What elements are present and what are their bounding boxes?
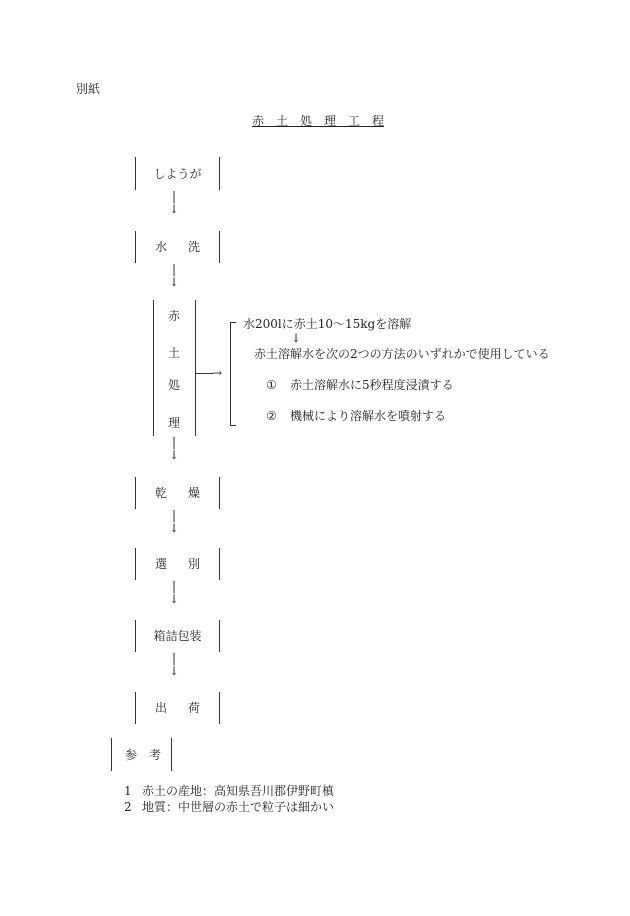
step-label: 選 (155, 557, 168, 571)
reference-title: 参 考 (125, 748, 162, 762)
reference-item: 赤土の産地：高知県吾川郡伊野町槙 (142, 784, 335, 798)
flow-arrow: | ↓ (168, 189, 180, 216)
step-label: 出 (155, 701, 168, 715)
detail-line: 水200lに赤土10～15kgを溶解 (243, 317, 412, 331)
step-ginger (135, 157, 220, 190)
connector (195, 373, 213, 374)
step-label: 水 (155, 240, 168, 254)
step-packing (135, 620, 220, 652)
step-label: 土 (168, 346, 181, 360)
flow-arrow: | ↓ (168, 579, 180, 606)
detail-line: 赤土溶解水を次の2つの方法のいずれかで使用している (254, 347, 550, 361)
flow-arrow: | ↓ (168, 262, 180, 289)
bracket (230, 322, 231, 426)
step-dry (135, 477, 220, 509)
attachment-label: 別紙 (76, 82, 101, 96)
flow-arrow: | ↓ (168, 508, 180, 535)
bracket-bottom (230, 425, 236, 426)
flow-arrow: | ↓ (168, 435, 180, 462)
reference-number: 1 (124, 784, 132, 798)
down-arrow: ↓ (291, 331, 302, 345)
method-text: 機械により溶解水を噴射する (290, 409, 447, 423)
step-label: 箱詰包装 (153, 629, 202, 643)
method-number: ① (266, 378, 277, 392)
page-title: 赤 土 処 理 工 程 (252, 114, 385, 128)
step-label: 洗 (188, 240, 201, 254)
step-label: 赤 (168, 309, 181, 323)
bracket-top (230, 322, 236, 323)
right-arrow: → (212, 366, 223, 380)
step-ship (135, 692, 220, 724)
step-label: 乾 (155, 486, 168, 500)
reference-box (111, 738, 172, 771)
flow-arrow: | ↓ (168, 651, 180, 678)
step-label: 荷 (188, 701, 201, 715)
step-red-clay-treatment (153, 300, 196, 436)
step-label: 理 (168, 416, 181, 430)
reference-item: 地質：中世層の赤土で粒子は細かい (142, 800, 335, 814)
method-text: 赤土溶解水に5秒程度浸漬する (290, 378, 454, 392)
reference-number: 2 (124, 800, 132, 814)
step-label: 別 (188, 557, 201, 571)
step-label: しようが (153, 167, 202, 181)
step-label: 処 (168, 378, 181, 392)
step-sort (135, 548, 220, 580)
step-wash (135, 231, 220, 263)
step-label: 燥 (188, 486, 201, 500)
method-number: ② (266, 409, 277, 423)
